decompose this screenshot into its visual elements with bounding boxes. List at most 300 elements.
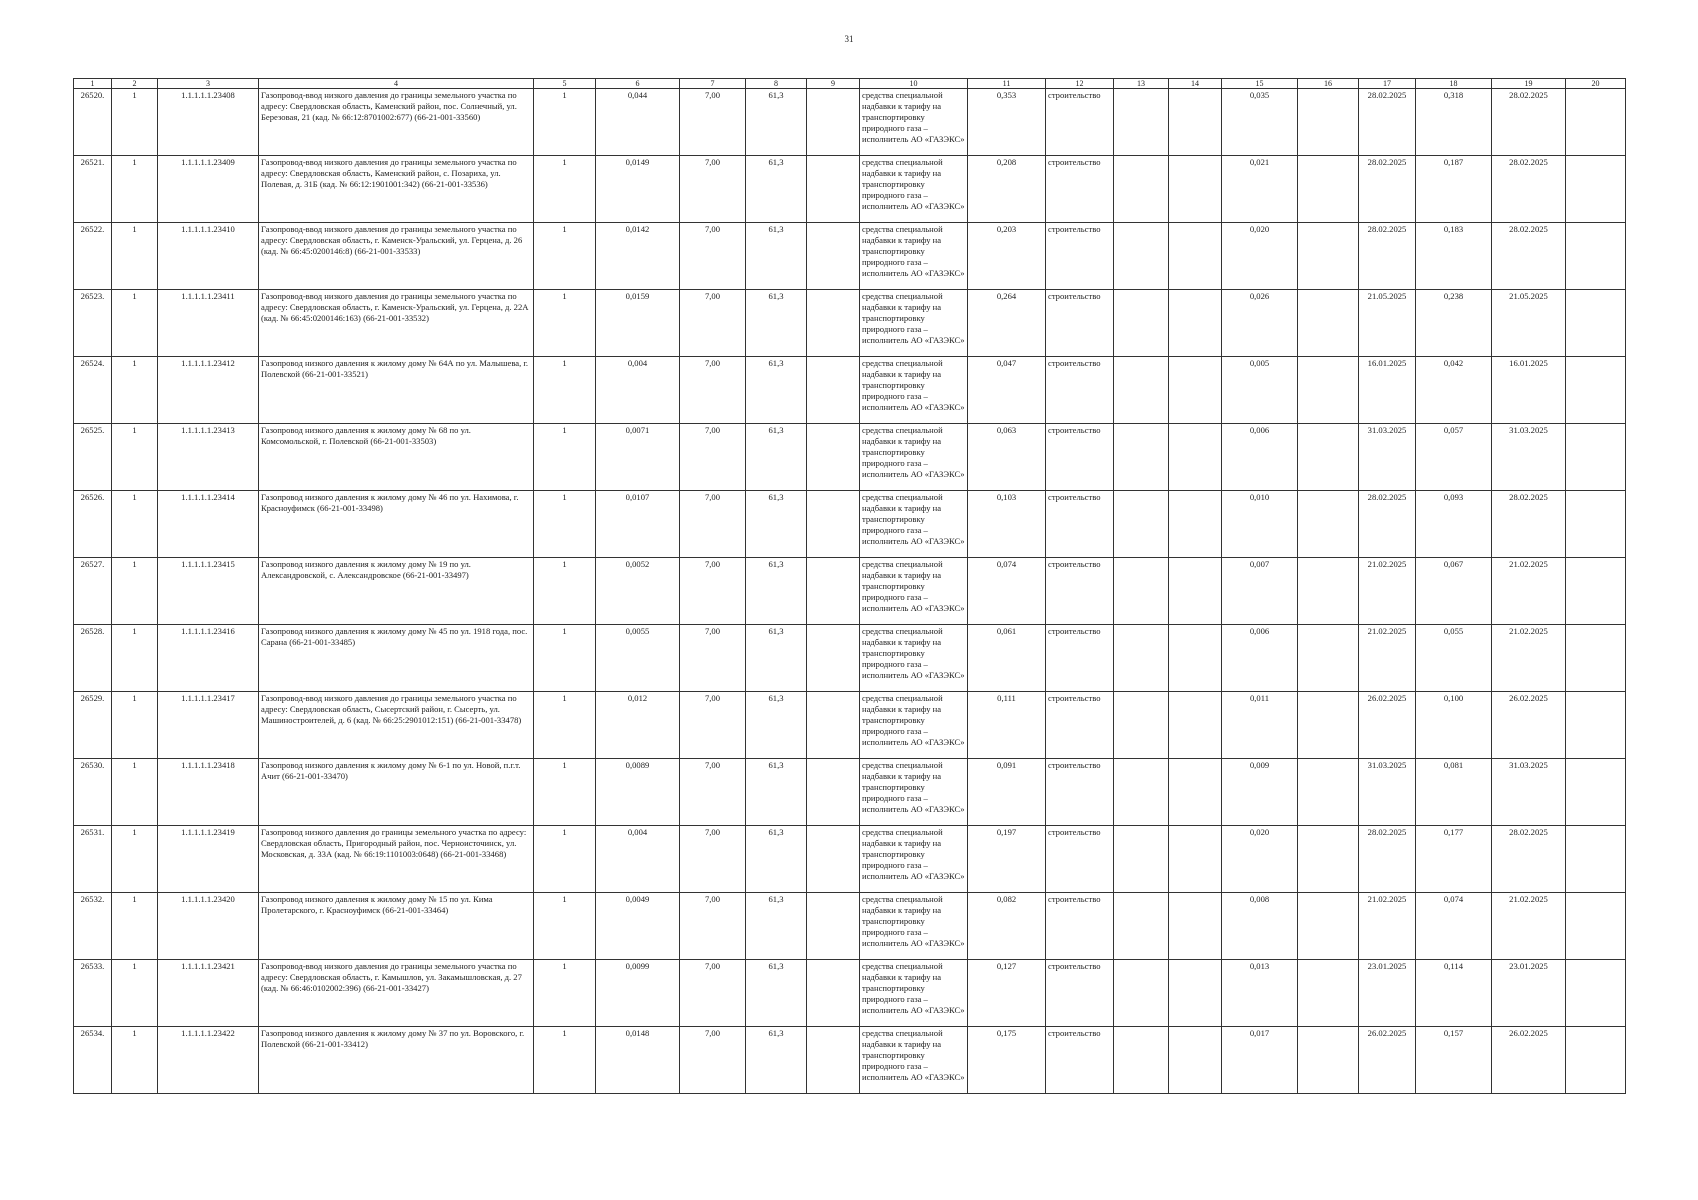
cell-col-13 [1114,491,1169,558]
cell-col-6: 0,0148 [596,1027,680,1094]
cell-col-17: 16.01.2025 [1359,357,1416,424]
cell-col-6: 0,0071 [596,424,680,491]
cell-col-18: 0,081 [1416,759,1492,826]
cell-col-17: 28.02.2025 [1359,156,1416,223]
table-row [74,156,1626,223]
cell-col-4: Газопровод низкого давления к жилому дому № 46 по ул. Нахимова, г. Красноуфимск (66-21-001-33498) [259,491,534,558]
cell-col-1: 26525. [74,424,112,491]
column-number: 4 [259,79,534,89]
cell-col-11: 0,203 [968,223,1046,290]
cell-col-4: Газопровод низкого давления к жилому дому № 6-1 по ул. Новой, п.г.т. Ачит (66-21-001-33470) [259,759,534,826]
cell-col-11: 0,208 [968,156,1046,223]
table-row [74,625,1626,692]
cell-col-20 [1566,625,1626,692]
cell-col-12: строительство [1046,759,1114,826]
cell-col-9 [807,893,860,960]
cell-col-13 [1114,223,1169,290]
cell-col-12: строительство [1046,89,1114,156]
cell-col-18: 0,093 [1416,491,1492,558]
cell-col-18: 0,042 [1416,357,1492,424]
cell-col-10: средства специальной надбавки к тарифу на транспортировку природного газа – исполнитель АО «ГАЗЭКС» [860,223,968,290]
cell-col-16 [1298,960,1359,1027]
cell-col-18: 0,114 [1416,960,1492,1027]
cell-col-20 [1566,558,1626,625]
cell-col-14 [1169,625,1222,692]
cell-col-4: Газопровод низкого давления до границы земельного участка по адресу: Свердловская область, Пригородный район, пос. Черноисточинск, ул. Московская, д. 33А (кад. № 66:19:1101003:0648) (66-21-001-33468) [259,826,534,893]
table-row [74,491,1626,558]
cell-col-18: 0,238 [1416,290,1492,357]
cell-col-7: 7,00 [680,692,746,759]
cell-col-16 [1298,759,1359,826]
cell-col-10: средства специальной надбавки к тарифу на транспортировку природного газа – исполнитель АО «ГАЗЭКС» [860,1027,968,1094]
table-row [74,1027,1626,1094]
cell-col-15: 0,026 [1222,290,1298,357]
cell-col-10: средства специальной надбавки к тарифу на транспортировку природного газа – исполнитель АО «ГАЗЭКС» [860,491,968,558]
column-number: 5 [534,79,596,89]
table-row [74,692,1626,759]
cell-col-17: 28.02.2025 [1359,223,1416,290]
cell-col-10: средства специальной надбавки к тарифу на транспортировку природного газа – исполнитель АО «ГАЗЭКС» [860,826,968,893]
cell-col-18: 0,187 [1416,156,1492,223]
cell-col-1: 26532. [74,893,112,960]
cell-col-6: 0,0149 [596,156,680,223]
cell-col-3: 1.1.1.1.1.23408 [158,89,259,156]
column-number: 20 [1566,79,1626,89]
cell-col-11: 0,264 [968,290,1046,357]
cell-col-8: 61,3 [746,156,807,223]
cell-col-12: строительство [1046,960,1114,1027]
cell-col-14 [1169,357,1222,424]
cell-col-15: 0,017 [1222,1027,1298,1094]
cell-col-20 [1566,290,1626,357]
cell-col-4: Газопровод-ввод низкого давления до границы земельного участка по адресу: Свердловская область, Каменский район, пос. Солнечный, ул. Березовая, 21 (кад. № 66:12:8701002:677) (66-21-001-33560) [259,89,534,156]
cell-col-9 [807,759,860,826]
cell-col-15: 0,011 [1222,692,1298,759]
cell-col-10: средства специальной надбавки к тарифу на транспортировку природного газа – исполнитель АО «ГАЗЭКС» [860,893,968,960]
cell-col-8: 61,3 [746,1027,807,1094]
cell-col-2: 1 [112,558,158,625]
cell-col-14 [1169,826,1222,893]
cell-col-7: 7,00 [680,1027,746,1094]
cell-col-8: 61,3 [746,692,807,759]
cell-col-7: 7,00 [680,223,746,290]
cell-col-15: 0,006 [1222,625,1298,692]
cell-col-16 [1298,290,1359,357]
cell-col-3: 1.1.1.1.1.23422 [158,1027,259,1094]
cell-col-2: 1 [112,491,158,558]
cell-col-13 [1114,625,1169,692]
cell-col-2: 1 [112,960,158,1027]
cell-col-15: 0,013 [1222,960,1298,1027]
cell-col-9 [807,491,860,558]
cell-col-2: 1 [112,625,158,692]
cell-col-15: 0,020 [1222,826,1298,893]
cell-col-14 [1169,89,1222,156]
column-number: 13 [1114,79,1169,89]
cell-col-18: 0,177 [1416,826,1492,893]
cell-col-10: средства специальной надбавки к тарифу на транспортировку природного газа – исполнитель АО «ГАЗЭКС» [860,759,968,826]
cell-col-8: 61,3 [746,893,807,960]
cell-col-2: 1 [112,156,158,223]
cell-col-7: 7,00 [680,960,746,1027]
column-number: 12 [1046,79,1114,89]
investment-table [73,78,1626,1094]
cell-col-14 [1169,1027,1222,1094]
cell-col-19: 23.01.2025 [1492,960,1566,1027]
cell-col-6: 0,0142 [596,223,680,290]
cell-col-16 [1298,625,1359,692]
cell-col-1: 26523. [74,290,112,357]
cell-col-18: 0,055 [1416,625,1492,692]
cell-col-20 [1566,424,1626,491]
cell-col-10: средства специальной надбавки к тарифу на транспортировку природного газа – исполнитель АО «ГАЗЭКС» [860,960,968,1027]
cell-col-4: Газопровод-ввод низкого давления до границы земельного участка по адресу: Свердловская область, Каменский район, с. Позариха, ул. Полевая, д. 31Б (кад. № 66:12:1901001:342) (66-21-001-33536) [259,156,534,223]
cell-col-19: 31.03.2025 [1492,759,1566,826]
table-row [74,893,1626,960]
cell-col-16 [1298,558,1359,625]
cell-col-17: 28.02.2025 [1359,826,1416,893]
cell-col-4: Газопровод низкого давления к жилому дому № 15 по ул. Кима Пролетарского, г. Красноуфимск (66-21-001-33464) [259,893,534,960]
cell-col-19: 21.05.2025 [1492,290,1566,357]
cell-col-12: строительство [1046,558,1114,625]
cell-col-1: 26533. [74,960,112,1027]
cell-col-17: 21.02.2025 [1359,558,1416,625]
column-number: 11 [968,79,1046,89]
cell-col-5: 1 [534,156,596,223]
cell-col-11: 0,127 [968,960,1046,1027]
column-number: 9 [807,79,860,89]
cell-col-6: 0,0099 [596,960,680,1027]
column-number: 15 [1222,79,1298,89]
cell-col-16 [1298,893,1359,960]
cell-col-1: 26526. [74,491,112,558]
cell-col-8: 61,3 [746,826,807,893]
cell-col-4: Газопровод низкого давления к жилому дому № 19 по ул. Александровской, с. Александровское (66-21-001-33497) [259,558,534,625]
column-number: 17 [1359,79,1416,89]
cell-col-20 [1566,357,1626,424]
cell-col-4: Газопровод низкого давления к жилому дому № 37 по ул. Воровского, г. Полевской (66-21-001-33412) [259,1027,534,1094]
cell-col-13 [1114,960,1169,1027]
cell-col-11: 0,074 [968,558,1046,625]
cell-col-5: 1 [534,491,596,558]
column-number: 2 [112,79,158,89]
cell-col-1: 26521. [74,156,112,223]
table-row [74,89,1626,156]
cell-col-1: 26531. [74,826,112,893]
cell-col-17: 21.02.2025 [1359,625,1416,692]
cell-col-19: 26.02.2025 [1492,692,1566,759]
cell-col-6: 0,0107 [596,491,680,558]
cell-col-20 [1566,89,1626,156]
cell-col-16 [1298,491,1359,558]
cell-col-19: 28.02.2025 [1492,223,1566,290]
cell-col-5: 1 [534,625,596,692]
cell-col-2: 1 [112,290,158,357]
cell-col-4: Газопровод-ввод низкого давления до границы земельного участка по адресу: Свердловская область, г. Каменск-Уральский, ул. Герцена, д. 22А (кад. № 66:45:0200146:163) (66-21-001-33532) [259,290,534,357]
cell-col-17: 21.05.2025 [1359,290,1416,357]
cell-col-18: 0,183 [1416,223,1492,290]
cell-col-7: 7,00 [680,893,746,960]
cell-col-20 [1566,1027,1626,1094]
cell-col-3: 1.1.1.1.1.23413 [158,424,259,491]
cell-col-14 [1169,893,1222,960]
cell-col-14 [1169,290,1222,357]
cell-col-8: 61,3 [746,89,807,156]
cell-col-19: 26.02.2025 [1492,1027,1566,1094]
cell-col-18: 0,074 [1416,893,1492,960]
cell-col-3: 1.1.1.1.1.23411 [158,290,259,357]
column-number: 14 [1169,79,1222,89]
cell-col-9 [807,558,860,625]
cell-col-13 [1114,424,1169,491]
cell-col-20 [1566,223,1626,290]
cell-col-1: 26534. [74,1027,112,1094]
cell-col-13 [1114,558,1169,625]
cell-col-16 [1298,357,1359,424]
cell-col-17: 23.01.2025 [1359,960,1416,1027]
cell-col-4: Газопровод-ввод низкого давления до границы земельного участка по адресу: Свердловская область, г. Каменск-Уральский, ул. Герцена, д. 26 (кад. № 66:45:0200146:8) (66-21-001-33533) [259,223,534,290]
cell-col-11: 0,091 [968,759,1046,826]
cell-col-14 [1169,223,1222,290]
cell-col-8: 61,3 [746,558,807,625]
cell-col-20 [1566,826,1626,893]
cell-col-14 [1169,156,1222,223]
column-number: 7 [680,79,746,89]
cell-col-17: 26.02.2025 [1359,1027,1416,1094]
cell-col-12: строительство [1046,156,1114,223]
cell-col-9 [807,1027,860,1094]
cell-col-8: 61,3 [746,759,807,826]
cell-col-1: 26527. [74,558,112,625]
cell-col-1: 26528. [74,625,112,692]
cell-col-12: строительство [1046,692,1114,759]
cell-col-8: 61,3 [746,223,807,290]
cell-col-6: 0,004 [596,826,680,893]
cell-col-5: 1 [534,357,596,424]
cell-col-16 [1298,826,1359,893]
column-number: 16 [1298,79,1359,89]
cell-col-18: 0,067 [1416,558,1492,625]
cell-col-17: 26.02.2025 [1359,692,1416,759]
cell-col-11: 0,103 [968,491,1046,558]
column-number-row [74,79,1626,89]
column-number: 6 [596,79,680,89]
cell-col-15: 0,010 [1222,491,1298,558]
cell-col-3: 1.1.1.1.1.23416 [158,625,259,692]
cell-col-12: строительство [1046,357,1114,424]
cell-col-16 [1298,692,1359,759]
cell-col-6: 0,0049 [596,893,680,960]
cell-col-17: 28.02.2025 [1359,491,1416,558]
cell-col-15: 0,021 [1222,156,1298,223]
cell-col-6: 0,044 [596,89,680,156]
cell-col-15: 0,008 [1222,893,1298,960]
cell-col-6: 0,0055 [596,625,680,692]
cell-col-5: 1 [534,893,596,960]
cell-col-7: 7,00 [680,89,746,156]
cell-col-5: 1 [534,89,596,156]
cell-col-1: 26522. [74,223,112,290]
cell-col-9 [807,625,860,692]
cell-col-11: 0,175 [968,1027,1046,1094]
column-number: 18 [1416,79,1492,89]
cell-col-9 [807,156,860,223]
cell-col-16 [1298,1027,1359,1094]
cell-col-13 [1114,692,1169,759]
cell-col-1: 26520. [74,89,112,156]
cell-col-19: 16.01.2025 [1492,357,1566,424]
cell-col-9 [807,223,860,290]
cell-col-5: 1 [534,1027,596,1094]
cell-col-2: 1 [112,424,158,491]
cell-col-19: 28.02.2025 [1492,491,1566,558]
cell-col-14 [1169,558,1222,625]
cell-col-18: 0,057 [1416,424,1492,491]
cell-col-19: 21.02.2025 [1492,625,1566,692]
cell-col-3: 1.1.1.1.1.23409 [158,156,259,223]
cell-col-14 [1169,491,1222,558]
cell-col-5: 1 [534,692,596,759]
cell-col-1: 26530. [74,759,112,826]
cell-col-20 [1566,960,1626,1027]
column-number: 3 [158,79,259,89]
cell-col-3: 1.1.1.1.1.23419 [158,826,259,893]
table-row [74,558,1626,625]
cell-col-12: строительство [1046,893,1114,960]
cell-col-3: 1.1.1.1.1.23420 [158,893,259,960]
cell-col-13 [1114,893,1169,960]
cell-col-6: 0,004 [596,357,680,424]
cell-col-6: 0,0052 [596,558,680,625]
table-row [74,357,1626,424]
cell-col-2: 1 [112,1027,158,1094]
cell-col-3: 1.1.1.1.1.23412 [158,357,259,424]
cell-col-15: 0,020 [1222,223,1298,290]
cell-col-12: строительство [1046,1027,1114,1094]
cell-col-3: 1.1.1.1.1.23418 [158,759,259,826]
cell-col-15: 0,009 [1222,759,1298,826]
cell-col-7: 7,00 [680,625,746,692]
table-row [74,826,1626,893]
table-row [74,759,1626,826]
cell-col-2: 1 [112,692,158,759]
cell-col-13 [1114,826,1169,893]
cell-col-14 [1169,424,1222,491]
cell-col-4: Газопровод-ввод низкого давления до границы земельного участка по адресу: Свердловская область, г. Камышлов, ул. Закамышловская, д. 27 (кад. № 66:46:0102002:396) (66-21-001-33427) [259,960,534,1027]
cell-col-12: строительство [1046,223,1114,290]
cell-col-15: 0,005 [1222,357,1298,424]
cell-col-3: 1.1.1.1.1.23415 [158,558,259,625]
cell-col-10: средства специальной надбавки к тарифу на транспортировку природного газа – исполнитель АО «ГАЗЭКС» [860,357,968,424]
cell-col-2: 1 [112,893,158,960]
cell-col-5: 1 [534,826,596,893]
cell-col-2: 1 [112,357,158,424]
cell-col-1: 26524. [74,357,112,424]
cell-col-15: 0,007 [1222,558,1298,625]
cell-col-10: средства специальной надбавки к тарифу на транспортировку природного газа – исполнитель АО «ГАЗЭКС» [860,424,968,491]
column-number: 1 [74,79,112,89]
cell-col-10: средства специальной надбавки к тарифу на транспортировку природного газа – исполнитель АО «ГАЗЭКС» [860,558,968,625]
cell-col-19: 31.03.2025 [1492,424,1566,491]
cell-col-9 [807,960,860,1027]
column-number: 19 [1492,79,1566,89]
cell-col-10: средства специальной надбавки к тарифу на транспортировку природного газа – исполнитель АО «ГАЗЭКС» [860,625,968,692]
cell-col-5: 1 [534,223,596,290]
cell-col-13 [1114,759,1169,826]
cell-col-19: 21.02.2025 [1492,558,1566,625]
cell-col-4: Газопровод-ввод низкого давления до границы земельного участка по адресу: Свердловская область, Сысертский район, г. Сысерть, ул. Машиностроителей, д. 6 (кад. № 66:25:2901012:151) (66-21-001-33478) [259,692,534,759]
cell-col-16 [1298,424,1359,491]
cell-col-4: Газопровод низкого давления к жилому дому № 68 по ул. Комсомольской, г. Полевской (66-21-001-33503) [259,424,534,491]
cell-col-18: 0,100 [1416,692,1492,759]
cell-col-8: 61,3 [746,491,807,558]
cell-col-19: 28.02.2025 [1492,826,1566,893]
cell-col-5: 1 [534,558,596,625]
cell-col-7: 7,00 [680,558,746,625]
cell-col-7: 7,00 [680,759,746,826]
cell-col-3: 1.1.1.1.1.23414 [158,491,259,558]
table-row [74,960,1626,1027]
cell-col-9 [807,826,860,893]
cell-col-18: 0,318 [1416,89,1492,156]
cell-col-19: 28.02.2025 [1492,89,1566,156]
cell-col-9 [807,290,860,357]
cell-col-11: 0,063 [968,424,1046,491]
cell-col-2: 1 [112,223,158,290]
cell-col-10: средства специальной надбавки к тарифу на транспортировку природного газа – исполнитель АО «ГАЗЭКС» [860,692,968,759]
table-row [74,424,1626,491]
cell-col-12: строительство [1046,424,1114,491]
cell-col-8: 61,3 [746,960,807,1027]
cell-col-11: 0,353 [968,89,1046,156]
cell-col-8: 61,3 [746,290,807,357]
cell-col-7: 7,00 [680,826,746,893]
cell-col-20 [1566,156,1626,223]
cell-col-8: 61,3 [746,357,807,424]
cell-col-5: 1 [534,759,596,826]
cell-col-16 [1298,156,1359,223]
cell-col-3: 1.1.1.1.1.23417 [158,692,259,759]
cell-col-13 [1114,156,1169,223]
cell-col-11: 0,061 [968,625,1046,692]
cell-col-14 [1169,759,1222,826]
cell-col-7: 7,00 [680,357,746,424]
cell-col-14 [1169,692,1222,759]
cell-col-15: 0,006 [1222,424,1298,491]
cell-col-7: 7,00 [680,290,746,357]
cell-col-7: 7,00 [680,491,746,558]
column-number: 8 [746,79,807,89]
cell-col-5: 1 [534,960,596,1027]
cell-col-7: 7,00 [680,156,746,223]
cell-col-15: 0,035 [1222,89,1298,156]
cell-col-9 [807,89,860,156]
cell-col-13 [1114,290,1169,357]
cell-col-13 [1114,1027,1169,1094]
cell-col-8: 61,3 [746,424,807,491]
cell-col-20 [1566,893,1626,960]
cell-col-5: 1 [534,424,596,491]
cell-col-11: 0,082 [968,893,1046,960]
cell-col-9 [807,424,860,491]
cell-col-17: 21.02.2025 [1359,893,1416,960]
cell-col-12: строительство [1046,290,1114,357]
cell-col-1: 26529. [74,692,112,759]
cell-col-3: 1.1.1.1.1.23421 [158,960,259,1027]
cell-col-12: строительство [1046,625,1114,692]
cell-col-20 [1566,692,1626,759]
cell-col-6: 0,0159 [596,290,680,357]
